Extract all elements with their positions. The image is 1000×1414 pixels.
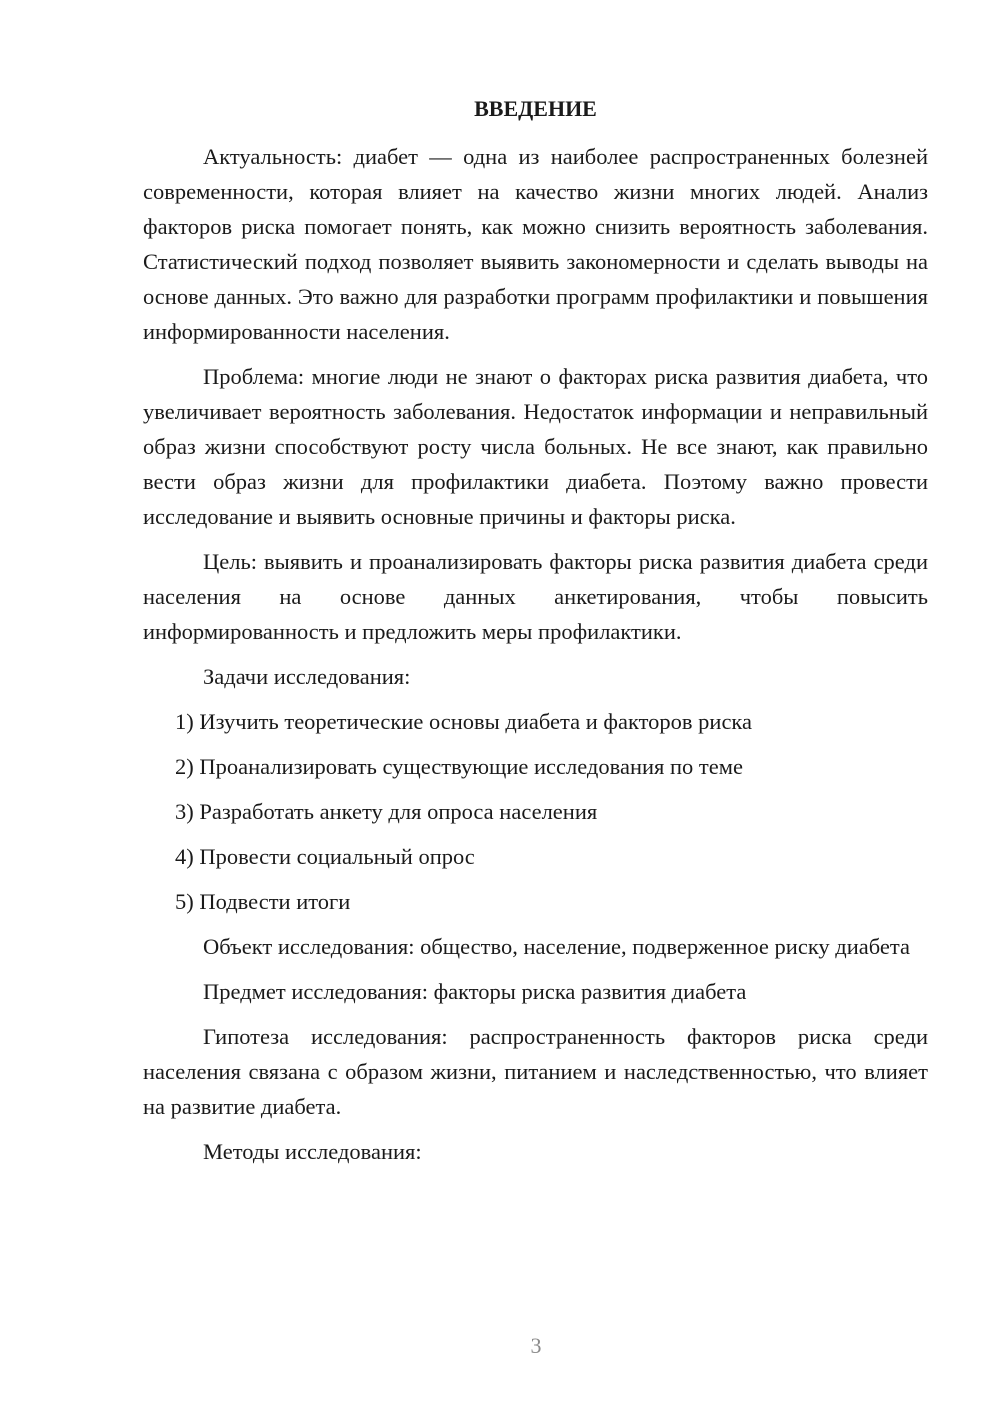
- paragraph-goal: Цель: выявить и проанализировать факторы риска развития диабета среди населения на основе данных анкетирования, чтобы повысить информированность и предложить меры профилактики.: [143, 549, 928, 644]
- list-item: 4) Провести социальный опрос: [175, 844, 475, 869]
- list-item: 2) Проанализировать существующие исследования по теме: [175, 754, 743, 779]
- list-item: 3) Разработать анкету для опроса населения: [175, 799, 598, 824]
- list-item: 5) Подвести итоги: [175, 889, 351, 914]
- page-content: [143, 94, 928, 1179]
- tasks-heading: Задачи исследования:: [203, 664, 411, 689]
- paragraph-methods: Методы исследования:: [203, 1139, 422, 1164]
- list-item: 1) Изучить теоретические основы диабета и факторов риска: [175, 709, 753, 734]
- paragraph-relevance: Актуальность: диабет — одна из наиболее распространенных болезней современности, которая влияет на качество жизни многих людей. Анализ факторов риска помогает понять, как можно снизить вероятность заболевания. Статистический подход позволяет выявить закономерности и сделать выводы на основе данных. Это важно для разработки программ профилактики и повышения информированности населения.: [143, 144, 928, 344]
- page-number: 3: [530, 1333, 542, 1358]
- paragraph-problem: Проблема: многие люди не знают о факторах риска развития диабета, что увеличивает вероятность заболевания. Недостаток информации и неправильный образ жизни способствуют росту числа больных. Не все знают, как правильно вести образ жизни для профилактики диабета. Поэтому важно провести исследование и выявить основные причины и факторы риска.: [143, 364, 928, 529]
- tasks-list: [143, 704, 928, 919]
- paragraph-subject: Предмет исследования: факторы риска развития диабета: [203, 979, 747, 1004]
- paragraph-hypothesis: Гипотеза исследования: распространенность факторов риска среди населения связана с образом жизни, питанием и наследственностью, что влияет на развитие диабета.: [143, 1024, 928, 1119]
- paragraph-object: Объект исследования: общество, население, подверженное риску диабета: [203, 934, 911, 959]
- section-title: ВВЕДЕНИЕ: [474, 96, 597, 121]
